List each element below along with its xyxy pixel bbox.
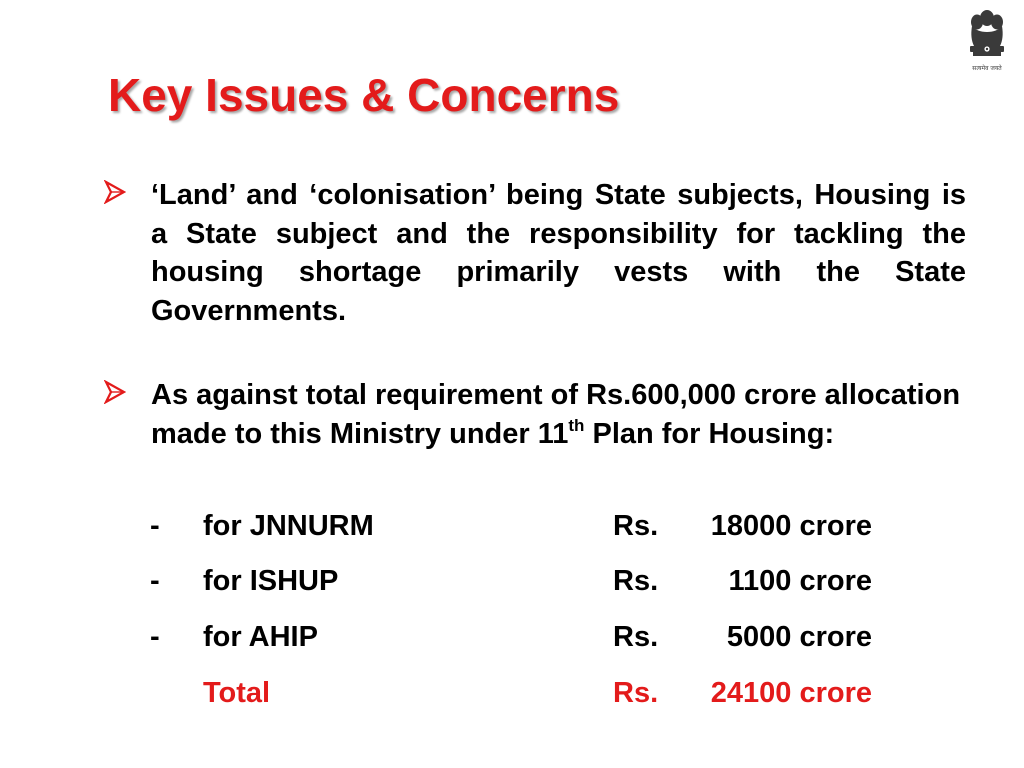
bullet-text: ‘Land’ and ‘colonisation’ being State subjects, Housing is a State subject and the responsibility for tackling the housing shortage primarily vests with the State Governments. <box>151 179 966 327</box>
bullet-text-tail: Plan for Housing: <box>584 417 835 450</box>
allocation-label: for JNNURM <box>203 510 374 542</box>
bullet-item-land <box>104 176 966 330</box>
slide-title: Key Issues & Concerns <box>108 69 620 121</box>
currency-label: Rs. <box>613 677 659 709</box>
allocation-label: for AHIP <box>203 621 318 653</box>
currency-label: Rs. <box>613 621 659 653</box>
bullet-text-main: As against total requirement of Rs.600,000 crore allocation made to this Ministry under 11 <box>151 379 961 450</box>
emblem-caption: सत्यमेव जयते <box>972 65 1002 72</box>
allocation-amount: 1100 crore <box>728 565 872 597</box>
bullet-item-requirement <box>104 376 966 453</box>
allocation-amount: 18000 crore <box>710 510 872 542</box>
total-label: Total <box>203 677 271 709</box>
allocation-amount: 5000 crore <box>726 621 872 653</box>
currency-label: Rs. <box>613 510 659 542</box>
arrow-bullet-icon <box>104 380 126 404</box>
bullet-text <box>151 376 966 453</box>
row-dash: - <box>150 565 160 597</box>
ordinal-superscript: th <box>568 415 585 435</box>
total-amount: 24100 crore <box>710 677 872 709</box>
arrow-bullet-icon <box>104 180 126 204</box>
row-dash: - <box>150 621 160 653</box>
currency-label: Rs. <box>613 565 659 597</box>
allocation-label: for ISHUP <box>203 565 339 597</box>
row-dash: - <box>150 510 160 542</box>
national-emblem-icon <box>964 8 1010 76</box>
